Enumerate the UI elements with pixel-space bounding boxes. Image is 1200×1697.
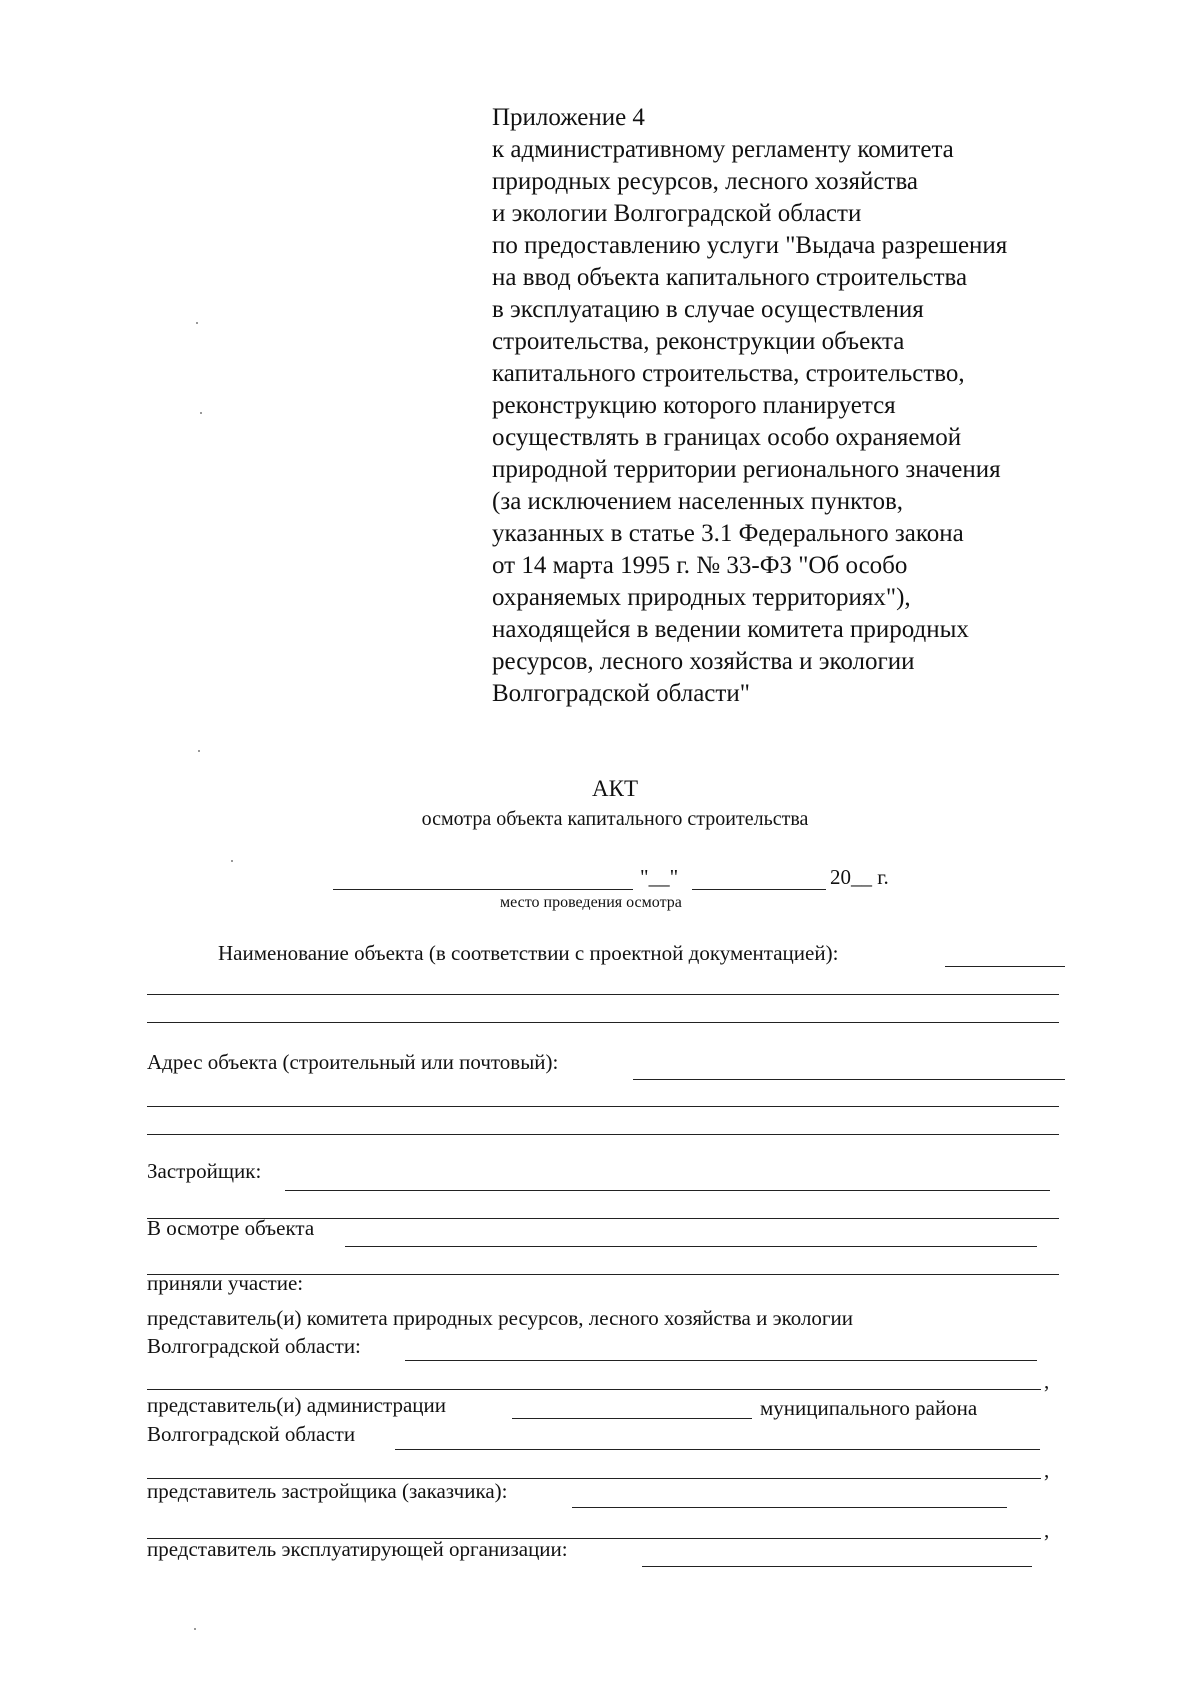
object-name-label: Наименование объекта (в соответствии с проектной документацией): (218, 941, 839, 965)
appendix-line: по предоставлению услуги "Выдача разрешения (492, 232, 1008, 259)
scan-dot (200, 412, 202, 414)
appendix-line: природных ресурсов, лесного хозяйства (492, 168, 919, 195)
appendix-line: строительства, реконструкции объекта (492, 328, 905, 355)
appendix-line: Волгоградской области" (492, 680, 750, 707)
scan-dot (196, 322, 198, 324)
object-name-field[interactable] (945, 966, 1065, 967)
month-field[interactable] (692, 889, 826, 890)
appendix-line: осуществлять в границах особо охраняемой (492, 424, 962, 451)
appendix-line: в эксплуатацию в случае осуществления (492, 296, 924, 323)
place-caption: место проведения осмотра (500, 894, 682, 911)
appendix-line: от 14 марта 1995 г. № 33-ФЗ "Об особо (492, 552, 908, 579)
committee-rep-field[interactable] (405, 1360, 1037, 1361)
appendix-line: реконструкцию которого планируется (492, 392, 896, 419)
object-name-field[interactable] (147, 1022, 1059, 1023)
appendix-line: природной территории регионального значения (492, 456, 1001, 483)
address-field[interactable] (147, 1106, 1059, 1107)
municipality-field[interactable] (512, 1418, 752, 1419)
day-quote: "__" (640, 865, 679, 889)
developer-rep-field[interactable] (572, 1507, 1007, 1508)
developer-label: Застройщик: (147, 1159, 262, 1183)
admin-rep-field[interactable] (395, 1449, 1040, 1450)
document-subtitle: осмотра объекта капитального строительства (421, 808, 809, 830)
inspection-field[interactable] (345, 1246, 1037, 1247)
developer-rep-label: представитель застройщика (заказчика): (147, 1479, 508, 1503)
appendix-line: капитального строительства, строительство, (492, 360, 965, 387)
operator-rep-label: представитель эксплуатирующей организации: (147, 1537, 568, 1561)
admin-region-label: Волгоградской области (147, 1422, 356, 1446)
year-label: 20__ г. (830, 865, 889, 889)
developer-field[interactable] (285, 1190, 1050, 1191)
comma: , (1044, 1458, 1050, 1482)
appendix-line: и экологии Волгоградской области (492, 200, 862, 227)
scan-dot (194, 1628, 196, 1630)
appendix-line: (за исключением населенных пунктов, (492, 488, 904, 515)
scan-dot (198, 750, 200, 752)
appendix-line: находящейся в ведении комитета природных (492, 616, 969, 643)
object-name-field[interactable] (147, 994, 1059, 995)
appendix-line: Приложение 4 (492, 104, 645, 131)
appendix-line: охраняемых природных территориях"), (492, 584, 911, 611)
operator-rep-field[interactable] (642, 1566, 1032, 1567)
address-label: Адрес объекта (строительный или почтовый): (147, 1050, 559, 1074)
appendix-line: к административному регламенту комитета (492, 136, 954, 163)
inspection-label: В осмотре объекта (147, 1216, 315, 1240)
admin-rep-label: представитель(и) администрации (147, 1393, 447, 1417)
document-title: АКТ (592, 776, 638, 801)
committee-rep-field[interactable] (147, 1389, 1041, 1390)
appendix-line: ресурсов, лесного хозяйства и экологии (492, 648, 915, 675)
address-field[interactable] (633, 1079, 1065, 1080)
appendix-line: на ввод объекта капитального строительства (492, 264, 968, 291)
comma: , (1044, 1369, 1050, 1393)
address-field[interactable] (147, 1134, 1059, 1135)
participants-label: приняли участие: (147, 1271, 304, 1295)
place-field[interactable] (333, 889, 633, 890)
comma: , (1044, 1518, 1050, 1542)
municipal-district-label: муниципального района (760, 1396, 978, 1420)
appendix-line: указанных в статье 3.1 Федерального закона (492, 520, 964, 547)
committee-rep-label: представитель(и) комитета природных ресурсов, лесного хозяйства и экологии (147, 1306, 854, 1330)
scan-dot (231, 860, 233, 862)
appendix-header (492, 102, 1092, 710)
committee-region-label: Волгоградской области: (147, 1334, 361, 1358)
